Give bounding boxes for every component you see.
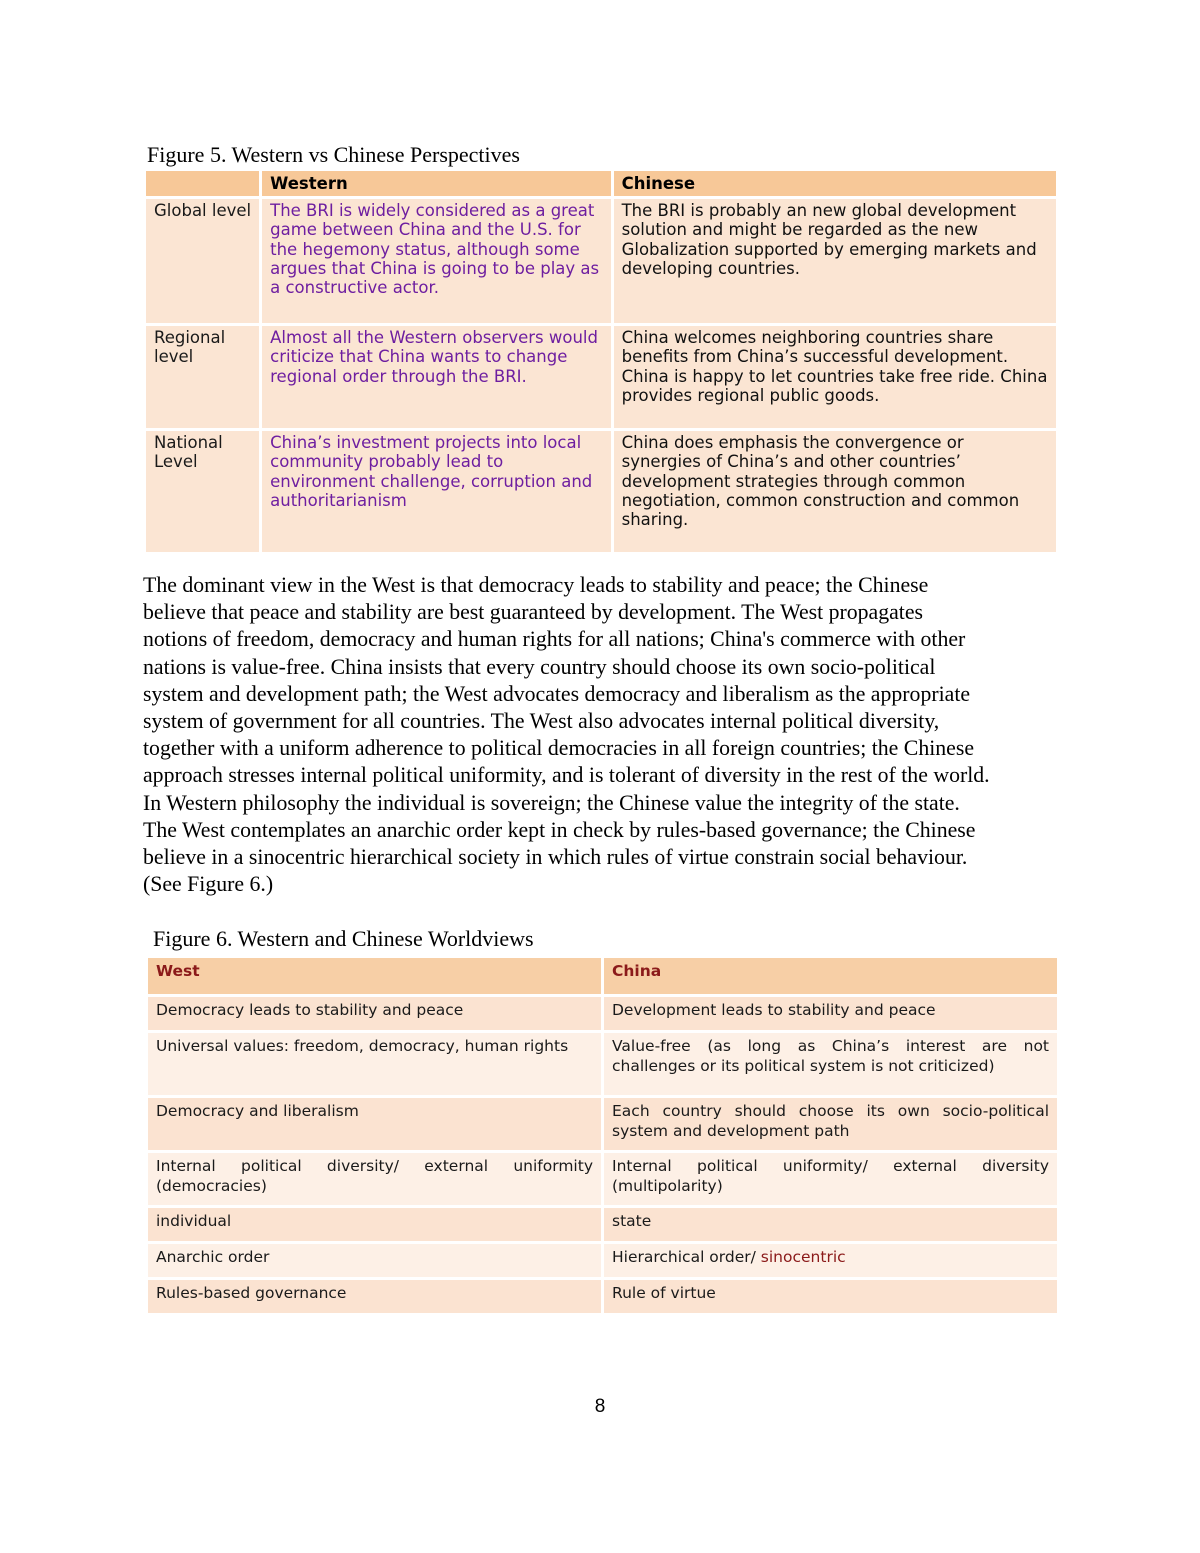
figure6-caption: Figure 6. Western and Chinese Worldviews bbox=[153, 926, 534, 951]
china-cell: Each country should choose its own socio-political system and development path bbox=[604, 1098, 1057, 1150]
figure6-header-china: China bbox=[604, 958, 1057, 994]
body-line: together with a uniform adherence to political democracies in all foreign countries; the Chinese bbox=[143, 736, 975, 761]
figure5-header-blank bbox=[146, 171, 259, 196]
body-line: The West contemplates an anarchic order kept in check by rules-based governance; the Chinese bbox=[143, 817, 976, 842]
sinocentric-term: sinocentric bbox=[760, 1248, 846, 1266]
table-row bbox=[148, 997, 1057, 1030]
west-cell: Democracy and liberalism bbox=[148, 1098, 601, 1150]
west-cell: Anarchic order bbox=[148, 1244, 601, 1277]
row-level-label: Regional level bbox=[146, 326, 259, 428]
western-cell: Almost all the Western observers would criticize that China wants to change regional order through the BRI. bbox=[262, 326, 610, 428]
body-line: approach stresses internal political uniformity, and is tolerant of diversity in the rest of the world. bbox=[143, 763, 990, 788]
body-line: notions of freedom, democracy and human rights for all nations; China's commerce with other bbox=[143, 627, 966, 652]
china-cell: Value-free (as long as China’s interest are not challenges or its political system is not criticized) bbox=[604, 1033, 1057, 1095]
figure5-caption: Figure 5. Western vs Chinese Perspectives bbox=[147, 142, 520, 167]
body-line: believe that peace and stability are best guaranteed by development. The West propagates bbox=[143, 600, 924, 625]
china-cell bbox=[604, 1244, 1057, 1277]
figure6-table bbox=[145, 955, 1060, 1316]
table-row bbox=[148, 1153, 1057, 1205]
body-paragraph bbox=[143, 572, 1073, 898]
west-cell: Democracy leads to stability and peace bbox=[148, 997, 601, 1030]
table-row bbox=[148, 1208, 1057, 1241]
body-line: (See Figure 6.) bbox=[143, 872, 274, 897]
table-row bbox=[146, 431, 1056, 552]
china-cell: Internal political uniformity/ external diversity (multipolarity) bbox=[604, 1153, 1057, 1205]
western-cell: China’s investment projects into local community probably lead to environment challenge, corruption and authoritarianism bbox=[262, 431, 610, 552]
west-cell: Internal political diversity/ external uniformity (democracies) bbox=[148, 1153, 601, 1205]
body-line: The dominant view in the West is that democracy leads to stability and peace; the Chinese bbox=[143, 573, 929, 597]
china-cell: state bbox=[604, 1208, 1057, 1241]
body-line: nations is value-free. China insists that every country should choose its own socio-political bbox=[143, 654, 936, 679]
body-line: system of government for all countries. The West also advocates internal political diversity, bbox=[143, 709, 940, 734]
table-row bbox=[146, 199, 1056, 323]
body-line: system and development path; the West advocates democracy and liberalism as the appropriate bbox=[143, 681, 971, 706]
table-row bbox=[148, 1098, 1057, 1150]
page-number: 8 bbox=[594, 1396, 606, 1417]
figure6-header-row bbox=[148, 958, 1057, 994]
figure5-header-western: Western bbox=[262, 171, 610, 196]
china-cell-text: Hierarchical order/ bbox=[612, 1248, 761, 1266]
west-cell: Rules-based governance bbox=[148, 1280, 601, 1313]
table-row bbox=[148, 1033, 1057, 1095]
figure5-header-row bbox=[146, 171, 1056, 196]
china-cell: Rule of virtue bbox=[604, 1280, 1057, 1313]
west-cell: Universal values: freedom, democracy, human rights bbox=[148, 1033, 601, 1095]
row-level-label: Global level bbox=[146, 199, 259, 323]
figure6-header-west: West bbox=[148, 958, 601, 994]
body-line: In Western philosophy the individual is sovereign; the Chinese value the integrity of the state. bbox=[143, 790, 960, 815]
figure5-header-chinese: Chinese bbox=[614, 171, 1056, 196]
west-cell: individual bbox=[148, 1208, 601, 1241]
chinese-cell: The BRI is probably an new global development solution and might be regarded as the new Globalization supported by emerging markets and developing countries. bbox=[614, 199, 1056, 323]
table-row bbox=[148, 1280, 1057, 1313]
chinese-cell: China does emphasis the convergence or synergies of China’s and other countries’ development strategies through common negotiation, common construction and common sharing. bbox=[614, 431, 1056, 552]
chinese-cell: China welcomes neighboring countries share benefits from China’s successful development. China is happy to let countries take free ride. China provides regional public goods. bbox=[614, 326, 1056, 428]
western-cell: The BRI is widely considered as a great game between China and the U.S. for the hegemony status, although some argues that China is going to be play as a constructive actor. bbox=[262, 199, 610, 323]
row-level-label: National Level bbox=[146, 431, 259, 552]
table-row bbox=[148, 1244, 1057, 1277]
body-line: believe in a sinocentric hierarchical society in which rules of virtue constrain social behaviour. bbox=[143, 845, 968, 870]
figure5-table bbox=[143, 168, 1059, 555]
table-row bbox=[146, 326, 1056, 428]
china-cell: Development leads to stability and peace bbox=[604, 997, 1057, 1030]
